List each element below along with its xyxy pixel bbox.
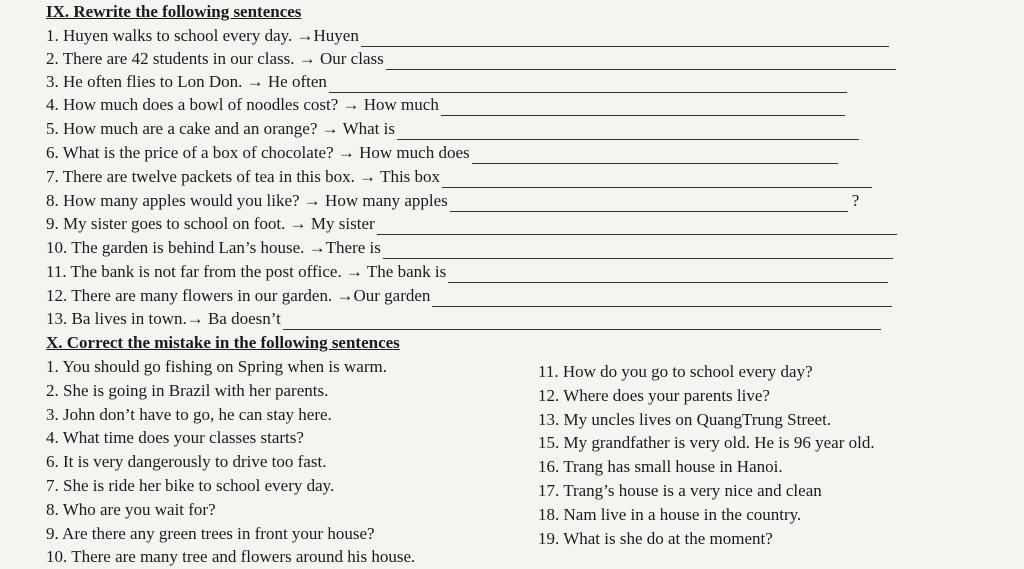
rewrite-item — [46, 189, 859, 212]
mistake-item: 3. John don’t have to go, he can stay here. — [46, 404, 332, 424]
mistake-item: 18. Nam live in a house in the country. — [538, 504, 802, 524]
mistake-item: 11. How do you go to school every day? — [538, 362, 813, 381]
mistake-item: 19. What is she do at the moment? — [538, 528, 773, 548]
rewrite-item — [46, 93, 845, 116]
rewrite-item-text: 5. How much are a cake and an orange? → What is — [46, 119, 395, 138]
rewrite-item-text: 1. Huyen walks to school every day. →Huyen — [46, 26, 359, 45]
mistake-item: 13. My uncles lives on QuangTrung Street. — [538, 409, 832, 429]
mistake-item: 1. You should go fishing on Spring when is warm. — [46, 357, 387, 376]
rewrite-item — [46, 212, 897, 235]
rewrite-item-text: 7. There are twelve packets of tea in this box. → This box — [46, 167, 441, 186]
mistake-item: 9. Are there any green trees in front your house? — [46, 523, 375, 543]
answer-blank[interactable] — [383, 244, 893, 259]
rewrite-item-text: 13. Ba lives in town.→ Ba doesn’t — [46, 309, 281, 328]
mistake-item: 16. Trang has small house in Hanoi. — [538, 457, 783, 477]
mistake-item: 17. Trang’s house is a very nice and clean — [538, 480, 822, 500]
answer-blank[interactable] — [329, 78, 847, 93]
answer-blank[interactable] — [377, 220, 897, 235]
rewrite-item-text: 9. My sister goes to school on foot. → My sister — [46, 214, 375, 233]
answer-blank[interactable] — [397, 125, 859, 140]
mistake-item: 2. She is going in Brazil with her parents. — [46, 380, 329, 400]
question-mark: ? — [851, 191, 860, 210]
rewrite-item — [46, 307, 881, 330]
rewrite-item-text: 4. How much does a bowl of noodles cost? → How much — [46, 95, 439, 114]
rewrite-item — [46, 117, 859, 140]
mistake-item: 7. She is ride her bike to school every day. — [46, 475, 335, 495]
mistake-item: 10. There are many tree and flowers around his house. — [46, 547, 416, 567]
answer-blank[interactable] — [448, 268, 888, 283]
mistake-item: 6. It is very dangerously to drive too fast. — [46, 452, 327, 472]
rewrite-item — [46, 165, 872, 188]
rewrite-item — [46, 260, 888, 283]
answer-blank[interactable] — [442, 173, 872, 188]
mistake-item: 8. Who are you wait for? — [46, 499, 216, 519]
section-10-left-column — [46, 355, 415, 569]
answer-blank[interactable] — [386, 55, 896, 70]
rewrite-item-text: 3. He often flies to Lon Don. → He often — [46, 72, 327, 91]
answer-blank[interactable] — [450, 197, 848, 212]
answer-blank[interactable] — [283, 315, 881, 330]
rewrite-item — [46, 236, 893, 259]
answer-blank[interactable] — [361, 32, 889, 47]
answer-blank[interactable] — [441, 101, 845, 116]
answer-blank[interactable] — [432, 292, 892, 307]
rewrite-item-text: 6. What is the price of a box of chocolate? → How much does — [46, 143, 470, 162]
rewrite-item-text: 2. There are 42 students in our class. → Our class — [46, 49, 384, 68]
section-9-heading: IX. Rewrite the following sentences — [46, 2, 302, 21]
rewrite-item — [46, 284, 892, 307]
rewrite-item — [46, 141, 838, 164]
rewrite-item-text: 11. The bank is not far from the post office. → The bank is — [46, 262, 447, 281]
rewrite-item-text: 12. There are many flowers in our garden. →Our garden — [46, 286, 431, 305]
mistake-item: 4. What time does your classes starts? — [46, 428, 304, 448]
mistake-item: 15. My grandfather is very old. He is 96 year old. — [538, 433, 875, 453]
rewrite-item-text: 8. How many apples would you like? → How many apples — [46, 191, 448, 210]
rewrite-item — [46, 24, 889, 47]
mistake-item: 12. Where does your parents live? — [538, 385, 770, 405]
answer-blank[interactable] — [472, 149, 838, 164]
rewrite-item-text: 10. The garden is behind Lan’s house. →There is — [46, 238, 381, 257]
rewrite-item — [46, 70, 847, 93]
section-10-right-column — [538, 360, 875, 550]
rewrite-item — [46, 47, 896, 70]
section-10-heading: X. Correct the mistake in the following sentences — [46, 333, 400, 352]
